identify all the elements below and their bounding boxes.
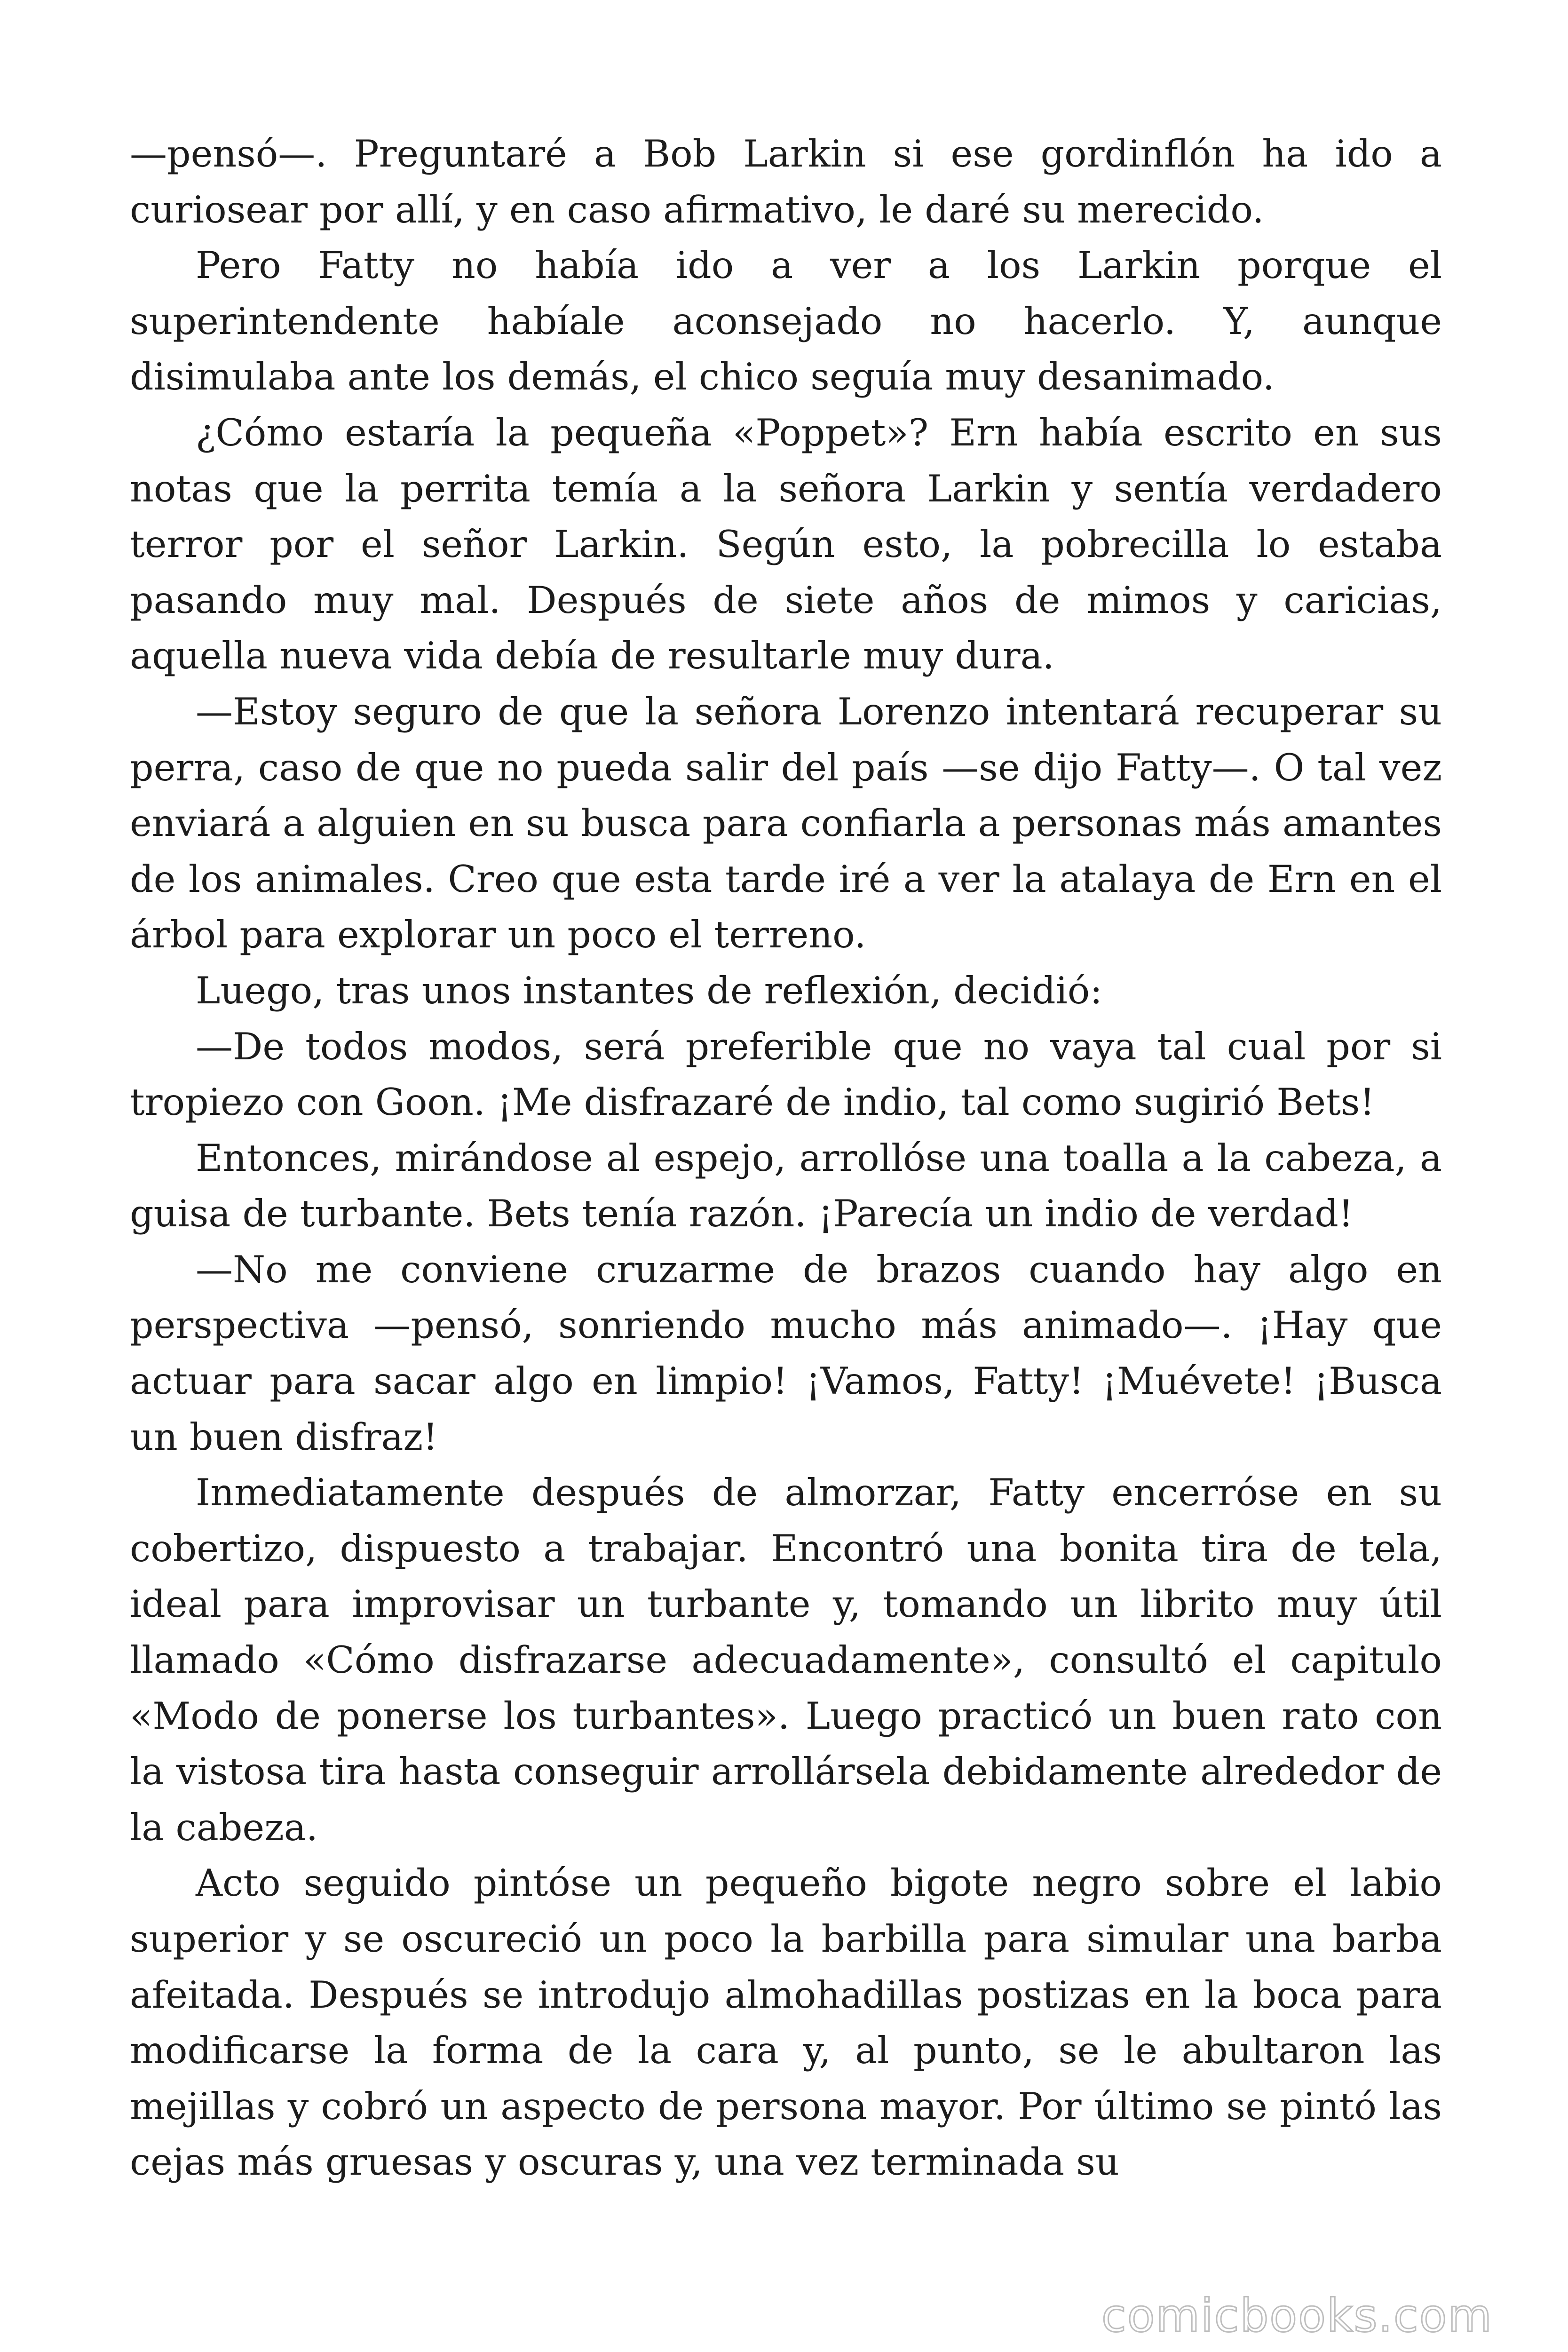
watermark-text: comicbooks.com — [1101, 2289, 1493, 2342]
paragraph-7: Entonces, mirándose al espejo, arrollóse una toalla a la cabeza, a guisa de turbante. Bets tenía razón. ¡Parecía un indio de verdad! — [130, 1136, 1442, 1236]
book-page-text — [130, 126, 1442, 2190]
paragraph-4: —Estoy seguro de que la señora Lorenzo intentará recuperar su perra, caso de que no pueda salir del país —se dijo Fatty—. O tal vez enviará a alguien en su busca para confiarla a personas más amantes de los animales. Creo que esta tarde iré a ver la atalaya de Ern en el árbol para explorar un poco el terreno. — [130, 690, 1442, 957]
paragraph-6: —De todos modos, será preferible que no vaya tal cual por si tropiezo con Goon. ¡Me disfrazaré de indio, tal como sugirió Bets! — [130, 1025, 1442, 1124]
paragraph-1: —pensó—. Preguntaré a Bob Larkin si ese gordinflón ha ido a curiosear por allí, y en caso afirmativo, le daré su merecido. — [130, 132, 1442, 231]
paragraph-5: Luego, tras unos instantes de reflexión, decidió: — [196, 969, 1102, 1012]
paragraph-3: ¿Cómo estaría la pequeña «Poppet»? Ern había escrito en sus notas que la perrita temía a la señora Larkin y sentía verdadero terror por el señor Larkin. Según esto, la pobrecilla lo estaba pasando muy mal. Después de siete años de mimos y caricias, aquella nueva vida debía de resultarle muy dura. — [130, 411, 1442, 678]
paragraph-10: Acto seguido pintóse un pequeño bigote negro sobre el labio superior y se oscureció un poco la barbilla para simular una barba afeitada. Después se introdujo almohadillas postizas en la boca para modificarse la forma de la cara y, al punto, se le abultaron las mejillas y cobró un aspecto de persona mayor. Por último se pintó las cejas más gruesas y oscuras y, una vez terminada su — [130, 1861, 1442, 2184]
paragraph-2: Pero Fatty no había ido a ver a los Larkin porque el superintendente habíale aconsejado no hacerlo. Y, aunque disimulaba ante los demás, el chico seguía muy desanimado. — [130, 244, 1442, 399]
paragraph-9: Inmediatamente después de almorzar, Fatty encerróse en su cobertizo, dispuesto a trabajar. Encontró una bonita tira de tela, ideal para improvisar un turbante y, tomando un librito muy útil llamado «Cómo disfrazarse adecuadamente», consultó el capitulo «Modo de ponerse los turbantes». Luego practicó un buen rato con la vistosa tira hasta conseguir arrollársela debidamente alrededor de la cabeza. — [130, 1471, 1442, 1849]
paragraph-8: —No me conviene cruzarme de brazos cuando hay algo en perspectiva —pensó, sonriendo mucho más animado—. ¡Hay que actuar para sacar algo en limpio! ¡Vamos, Fatty! ¡Muévete! ¡Busca un buen disfraz! — [130, 1248, 1442, 1459]
